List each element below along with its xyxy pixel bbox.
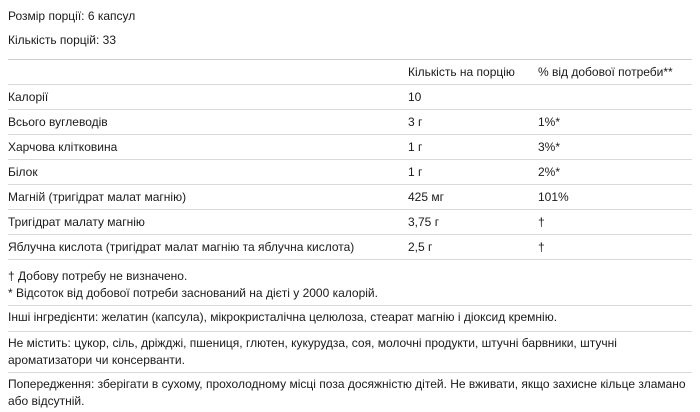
nutrient-dv: 101% [538, 185, 692, 210]
nutrient-dv: † [538, 235, 692, 260]
header-nutrient [8, 60, 408, 85]
header-daily-value: % від добової потреби** [538, 60, 692, 85]
table-row [8, 235, 692, 260]
table-row [8, 110, 692, 135]
nutrient-dv: 2%* [538, 160, 692, 185]
nutrient-dv: † [538, 210, 692, 235]
nutrient-amount: 3 г [408, 110, 538, 135]
nutrient-amount: 1 г [408, 135, 538, 160]
nutrient-name: Магній (тригідрат малат магнію) [8, 185, 408, 210]
nutrient-name: Харчова клітковина [8, 135, 408, 160]
nutrient-dv: 3%* [538, 135, 692, 160]
nutrient-name: Яблучна кислота (тригідрат малат магнію та яблучна кислота) [8, 235, 408, 260]
footnote-dagger: † Добову потребу не визначено. [8, 269, 188, 283]
nutrient-amount: 2,5 г [408, 235, 538, 260]
nutrient-dv [538, 85, 692, 110]
nutrient-amount: 3,75 г [408, 210, 538, 235]
free-of: Не містить: цукор, сіль, дріжджі, пшениця, глютен, кукурудза, соя, молочні продукти, штучні барвники, штучні ароматизатори чи консерванти. [8, 336, 617, 367]
nutrient-name: Всього вуглеводів [8, 110, 408, 135]
nutrient-dv: 1%* [538, 110, 692, 135]
table-row [8, 85, 692, 110]
table-row [8, 210, 692, 235]
nutrient-amount: 10 [408, 85, 538, 110]
divider [8, 372, 692, 373]
nutrient-name: Тригідрат малату магнію [8, 210, 408, 235]
table-header-row [8, 60, 692, 85]
header-amount: Кількість на порцію [408, 60, 538, 85]
serving-size: Розмір порції: 6 капсул [8, 9, 136, 23]
divider [8, 331, 692, 332]
servings-count: Кількість порцій: 33 [8, 33, 117, 47]
divider [8, 305, 692, 306]
warning: Попередження: зберігати в сухому, прохолодному місці поза досяжністю дітей. Не вживати, якщо захисне кільце зламано або відсутній. [8, 377, 686, 408]
footnotes [8, 268, 378, 302]
nutrient-name: Калорії [8, 85, 408, 110]
nutrition-table [8, 59, 692, 260]
nutrient-amount: 1 г [408, 160, 538, 185]
nutrient-name: Білок [8, 160, 408, 185]
table-row [8, 160, 692, 185]
footnote-asterisk: * Відсоток від добової потреби заснований на дієті у 2000 калорій. [8, 286, 378, 300]
table-row [8, 135, 692, 160]
table-row [8, 185, 692, 210]
nutrient-amount: 425 мг [408, 185, 538, 210]
other-ingredients: Інші інгредієнти: желатин (капсула), мікрокристалічна целюлоза, стеарат магнію і діоксид кремнію. [8, 310, 558, 324]
